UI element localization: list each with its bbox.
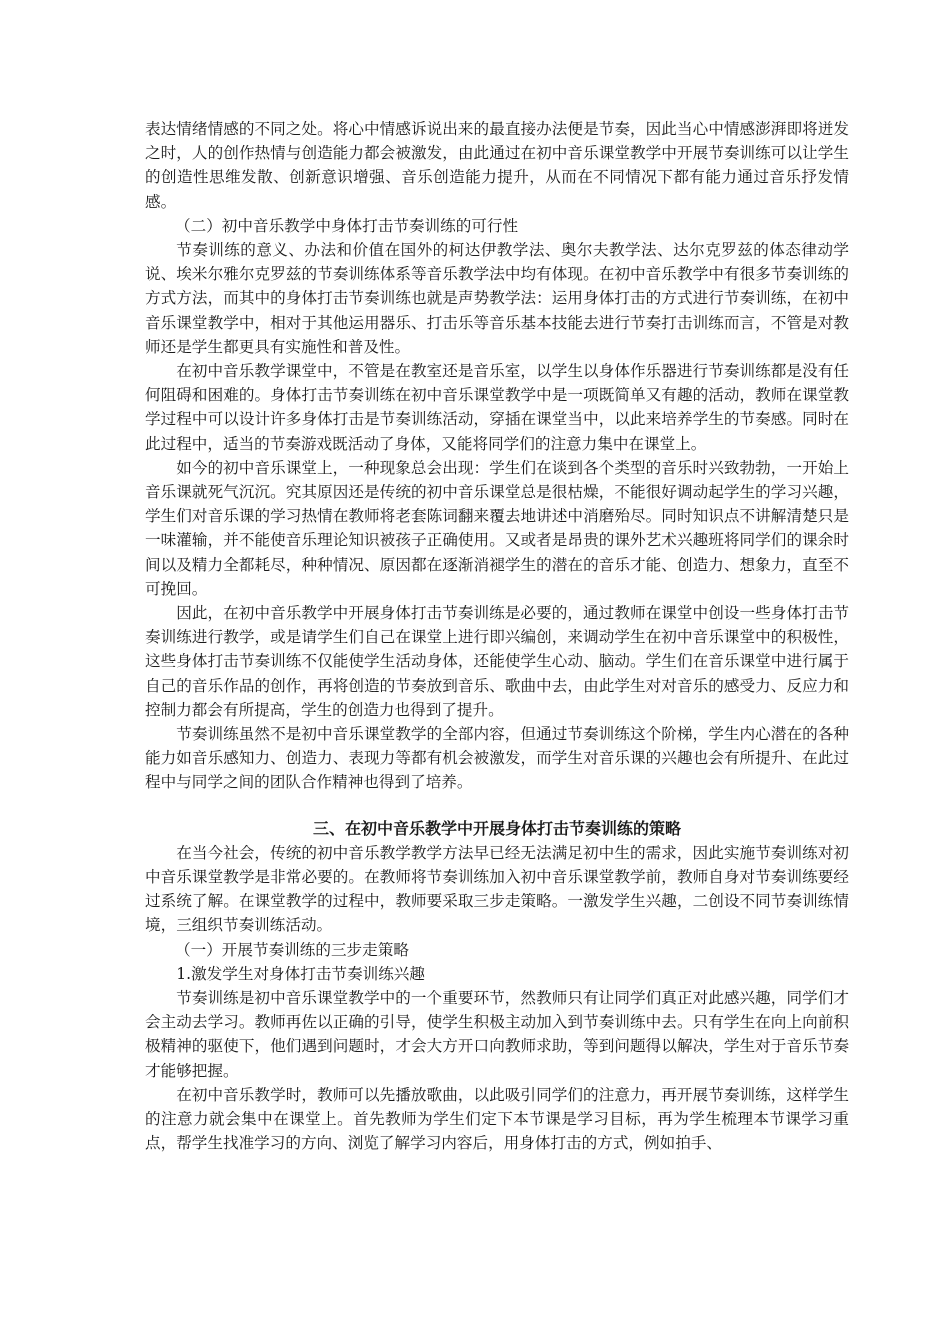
paragraph-society: 在当今社会，传统的初中音乐教学教学方法早已经无法满足初中生的需求，因此实施节奏训练对初中音乐课堂教学是非常必要的。在教师将节奏训练加入初中音乐课堂教学前，教师自身对节奏训练要经过系统了解。在课堂教学的过程中，教师要采取三步走策略。一激发学生兴趣，二创设不同节奏训练情境，三组织节奏训练活动。	[145, 843, 849, 935]
paragraph-necessity: 因此，在初中音乐教学中开展身体打击节奏训练是必要的，通过教师在课堂中创设一些身体打击节奏训练进行教学，或是请学生们自己在课堂上进行即兴编创，来调动学生在初中音乐课堂中的积极性，这些身体打击节奏训练不仅能使学生活动身体，还能使学生心动、脑动。学生们在音乐课堂中进行属于自己的音乐作品的创作，再将创造的节奏放到音乐、歌曲中去，由此学生对对音乐的感受力、反应力和控制力都会有所提高，学生的创造力也得到了提升。	[145, 604, 849, 719]
item-title-interest: 1.激发学生对身体打击节奏训练兴趣	[176, 964, 425, 983]
subsection-title-feasibility: （二）初中音乐教学中身体打击节奏训练的可行性	[175, 216, 519, 235]
paragraph-classroom: 在初中音乐教学课堂中，不管是在教室还是音乐室，以学生以身体作乐器进行节奏训练都是没有任何阻碍和困难的。身体打击节奏训练在初中音乐课堂教学中是一项既简单又有趣的活动，教师在课堂教学过程中可以设计许多身体打击是节奏训练活动，穿插在课堂当中，以此来培养学生的节奏感。同时在此过程中，适当的节奏游戏既活动了身体，又能将同学们的注意力集中在课堂上。	[145, 362, 849, 453]
subsection-title-three-steps: （一）开展节奏训练的三步走策略	[175, 940, 409, 959]
paragraph-continuation: 表达情绪情感的不同之处。将心中情感诉说出来的最直接办法便是节奏，因此当心中情感澎湃即将迸发之时，人的创作热情与创造能力都会被激发，由此通过在初中音乐课堂教学中开展节奏训练可以让学生的创造性思维发散、创新意识增强、音乐创造能力提升，从而在不同情况下都有能力通过音乐抒发情感。	[145, 120, 849, 211]
paragraph-teaching: 在初中音乐教学时，教师可以先播放歌曲，以此吸引同学们的注意力，再开展节奏训练，这样学生的注意力就会集中在课堂上。首先教师为学生们定下本节课是学习目标，再为学生梳理本节课学习重点，帮学生找准学习的方向、浏览了解学习内容后，用身体打击的方式，例如拍手、	[145, 1085, 849, 1153]
paragraph-ladder: 节奏训练虽然不是初中音乐课堂教学的全部内容，但通过节奏训练这个阶梯，学生内心潜在的各种能力如音乐感知力、创造力、表现力等都有机会被激发，而学生对音乐课的兴趣也会有所提升、在此过程中与同学之间的团队合作精神也得到了培养。	[145, 725, 849, 792]
paragraph-phenomenon: 如今的初中音乐课堂上，一种现象总会出现：学生们在谈到各个类型的音乐时兴致勃勃，一开始上音乐课就死气沉沉。究其原因还是传统的初中音乐课堂总是很枯燥，不能很好调动起学生的学习兴趣，学生们对音乐课的学习热情在教师将老套陈词翻来覆去地讲述中消磨殆尽。同时知识点不讲解清楚只是一味灌输，并不能使音乐理论知识被孩子正确使用。又或者是昂贵的课外艺术兴趣班将同学们的课余时间以及精力全都耗尽，种种情况、原因都在逐渐消褪学生的潜在的音乐才能、创造力、想象力，直至不可挽回。	[145, 458, 849, 598]
document-body	[145, 117, 849, 1155]
paragraph-methods: 节奏训练的意义、办法和价值在国外的柯达伊教学法、奥尔夫教学法、达尔克罗兹的体态律动学说、埃米尔雅尔克罗兹的节奏训练体系等音乐教学法中均有体现。在初中音乐教学中有很多节奏训练的方式方法，而其中的身体打击节奏训练也就是声势教学法：运用身体打击的方式进行节奏训练，在初中音乐课堂教学中，相对于其他运用器乐、打击乐等音乐基本技能去进行节奏打击训练而言，不管是对教师还是学生都更具有实施性和普及性。	[145, 241, 849, 356]
section-heading-strategy: 三、在初中音乐教学中开展身体打击节奏训练的策略	[312, 818, 681, 838]
paragraph-interest: 节奏训练是初中音乐课堂教学中的一个重要环节，然教师只有让同学们真正对此感兴趣，同学们才会主动去学习。教师再佐以正确的引导，使学生积极主动加入到节奏训练中去。只有学生在向上向前积极精神的驱使下，他们遇到问题时，才会大方开口向教师求助，等到问题得以解决，学生对于音乐节奏才能够把握。	[145, 988, 849, 1080]
